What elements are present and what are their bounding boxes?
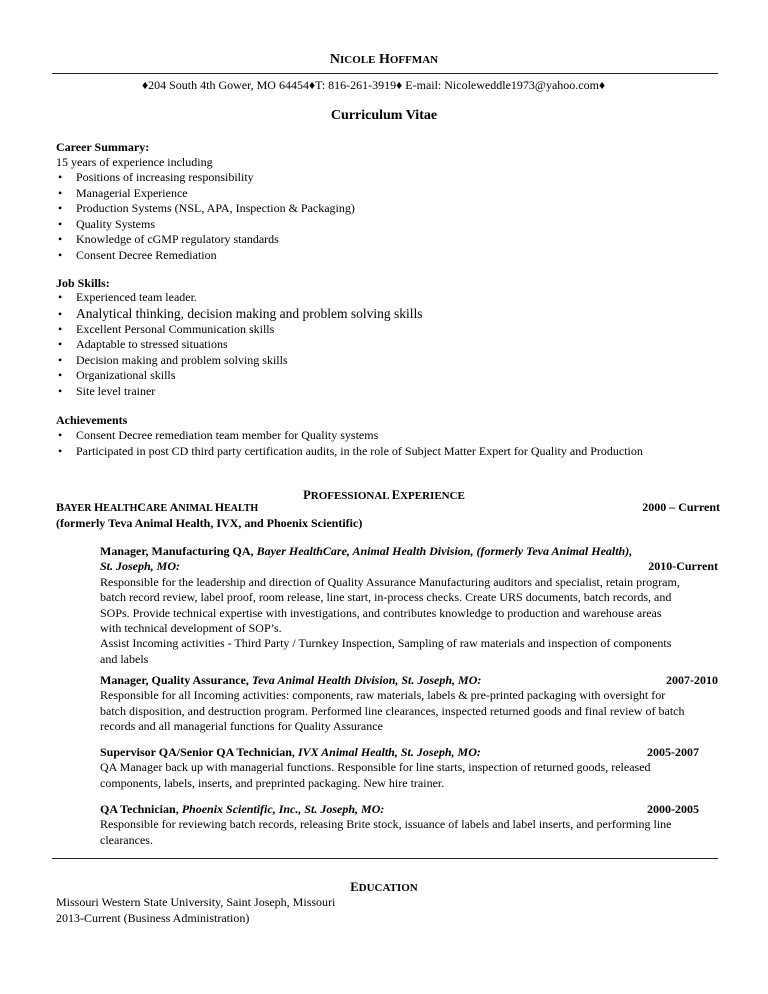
job-description-line: clearances. — [100, 832, 153, 847]
list-item: • Quality Systems — [56, 217, 355, 233]
company-initial: H — [93, 500, 104, 514]
list-item: • Experienced team leader. — [56, 290, 422, 306]
header-rule — [52, 73, 718, 74]
job-header-line2 — [100, 559, 718, 574]
company-rest: NIMAL — [178, 503, 215, 514]
job-description-line: with technical development of SOP’s. — [100, 621, 282, 636]
company-rest: EALTH — [103, 503, 138, 514]
job-organization: Phoenix Scientific, Inc., St. Joseph, MO: — [181, 802, 385, 816]
list-item: • Positions of increasing responsibility — [56, 170, 355, 186]
job-years: 2005-2007 — [647, 745, 699, 759]
job-location: St. Joseph, MO: — [100, 559, 181, 574]
job-description-line: Responsible for reviewing batch records, releasing Brite stock, issuance of labels and label inserts, and performing line — [100, 817, 672, 832]
job-description-line: and labels — [100, 651, 149, 666]
job-title: Manager, Manufacturing QA, — [100, 544, 257, 558]
job-organization: Bayer HealthCare, Animal Health Division, (formerly Teva Animal Health), — [256, 544, 633, 558]
job-header — [100, 544, 718, 559]
company-initial: C — [137, 500, 147, 514]
education-heading — [0, 880, 768, 895]
name-last-initial: H — [378, 52, 390, 67]
job-entry — [100, 745, 718, 791]
company-former-names: (formerly Teva Animal Health, IVX, and Phoenix Scientific) — [56, 516, 363, 530]
job-entry — [100, 673, 718, 735]
job-description-line: Responsible for all Incoming activities: components, raw materials, labels & pre-printed packaging with oversight for — [100, 688, 666, 703]
company-name — [56, 500, 258, 515]
list-item: • Decision making and problem solving skills — [56, 353, 422, 369]
list-item: • Analytical thinking, decision making and problem solving skills — [56, 306, 422, 322]
achievements-heading: Achievements — [56, 413, 128, 427]
education-school: Missouri Western State University, Saint Joseph, Missouri — [56, 895, 336, 909]
document-title: Curriculum Vitae — [330, 108, 438, 123]
job-description-line: Assist Incoming activities - Third Party / Turnkey Inspection, Sampling of raw materials and inspection of components — [100, 636, 672, 651]
heading-rest: DUCATION — [358, 882, 418, 894]
job-entry — [100, 544, 718, 667]
job-skills-list — [56, 290, 422, 400]
heading-rest: ROFESSIONAL — [310, 490, 392, 502]
job-description-line: QA Manager back up with managerial functions. Responsible for line starts, inspection of returned goods, released — [100, 760, 651, 775]
company-years: 2000 – Current — [642, 500, 720, 514]
list-item: • Consent Decree Remediation — [56, 248, 355, 264]
company-rest: EALTH — [224, 503, 259, 514]
list-item: • Consent Decree remediation team member for Quality systems — [56, 428, 643, 444]
career-summary-heading: Career Summary: — [56, 140, 150, 154]
education-detail: 2013-Current (Business Administration) — [56, 911, 250, 925]
job-header — [100, 745, 699, 760]
list-item: • Excellent Personal Communication skills — [56, 322, 422, 338]
heading-initial: E — [391, 488, 401, 502]
list-item: • Organizational skills — [56, 368, 422, 384]
job-skills-heading: Job Skills: — [56, 276, 110, 290]
candidate-name — [0, 52, 768, 68]
company-rest: ARE — [146, 503, 170, 514]
job-years: 2010-Current — [648, 559, 718, 574]
heading-rest: XPERIENCE — [400, 490, 465, 502]
list-item: • Production Systems (NSL, APA, Inspection & Packaging) — [56, 201, 355, 217]
job-description-line: components, labels, inserts, and preprinted packaging. New hire trainer. — [100, 775, 445, 790]
list-item: • Managerial Experience — [56, 186, 355, 202]
job-header — [100, 802, 699, 817]
job-title: Manager, Quality Assurance, — [100, 673, 252, 687]
name-last-rest: OFFMAN — [389, 54, 439, 66]
list-item: • Participated in post CD third party certification audits, in the role of Subject Matter Expert for Quality and Production — [56, 444, 643, 460]
contact-line: ♦204 South 4th Gower, MO 64454♦T: 816-261-3919♦ E-mail: Nicoleweddle1973@yahoo.com♦ — [142, 78, 606, 92]
job-years: 2000-2005 — [647, 802, 699, 816]
career-summary-list — [56, 170, 355, 264]
name-first-rest: ICOLE — [340, 54, 376, 66]
job-description-line: records and all managerial functions for Quality Assurance — [100, 719, 383, 734]
company-initial: B — [56, 500, 65, 514]
career-summary-intro: 15 years of experience including — [56, 155, 213, 169]
job-description-line: SOPs. Provide technical expertise with investigations, and contributes knowledge to production and warehouse areas — [100, 605, 662, 620]
job-title: Supervisor QA/Senior QA Technician, — [100, 745, 298, 759]
heading-initial: E — [350, 880, 359, 894]
section-rule — [52, 858, 718, 859]
job-entry — [100, 802, 718, 848]
job-organization: Teva Animal Health Division, St. Joseph, MO: — [251, 673, 482, 687]
job-title: QA Technician, — [100, 802, 182, 816]
list-item: • Knowledge of cGMP regulatory standards — [56, 232, 355, 248]
company-rest: AYER — [64, 503, 94, 514]
company-initial: H — [214, 500, 225, 514]
name-first-initial: N — [329, 52, 340, 67]
job-years: 2007-2010 — [666, 673, 718, 687]
job-description-line: Responsible for the leadership and direction of Quality Assurance Manufacturing auditors and specialist, retain program, — [100, 574, 680, 589]
job-organization: IVX Animal Health, St. Joseph, MO: — [297, 745, 481, 759]
achievements-list — [56, 428, 643, 459]
list-item: • Adaptable to stressed situations — [56, 337, 422, 353]
heading-initial: P — [303, 488, 311, 502]
job-description-line: batch record review, label proof, room release, line start, in-process checks. Create URS documents, batch records, and — [100, 590, 672, 605]
job-description-line: batch disposition, and destruction program. Performed line clearances, inspected returned goods and final review of batch — [100, 703, 685, 718]
list-item: • Site level trainer — [56, 384, 422, 400]
job-header — [100, 673, 718, 688]
company-initial: A — [169, 500, 179, 514]
